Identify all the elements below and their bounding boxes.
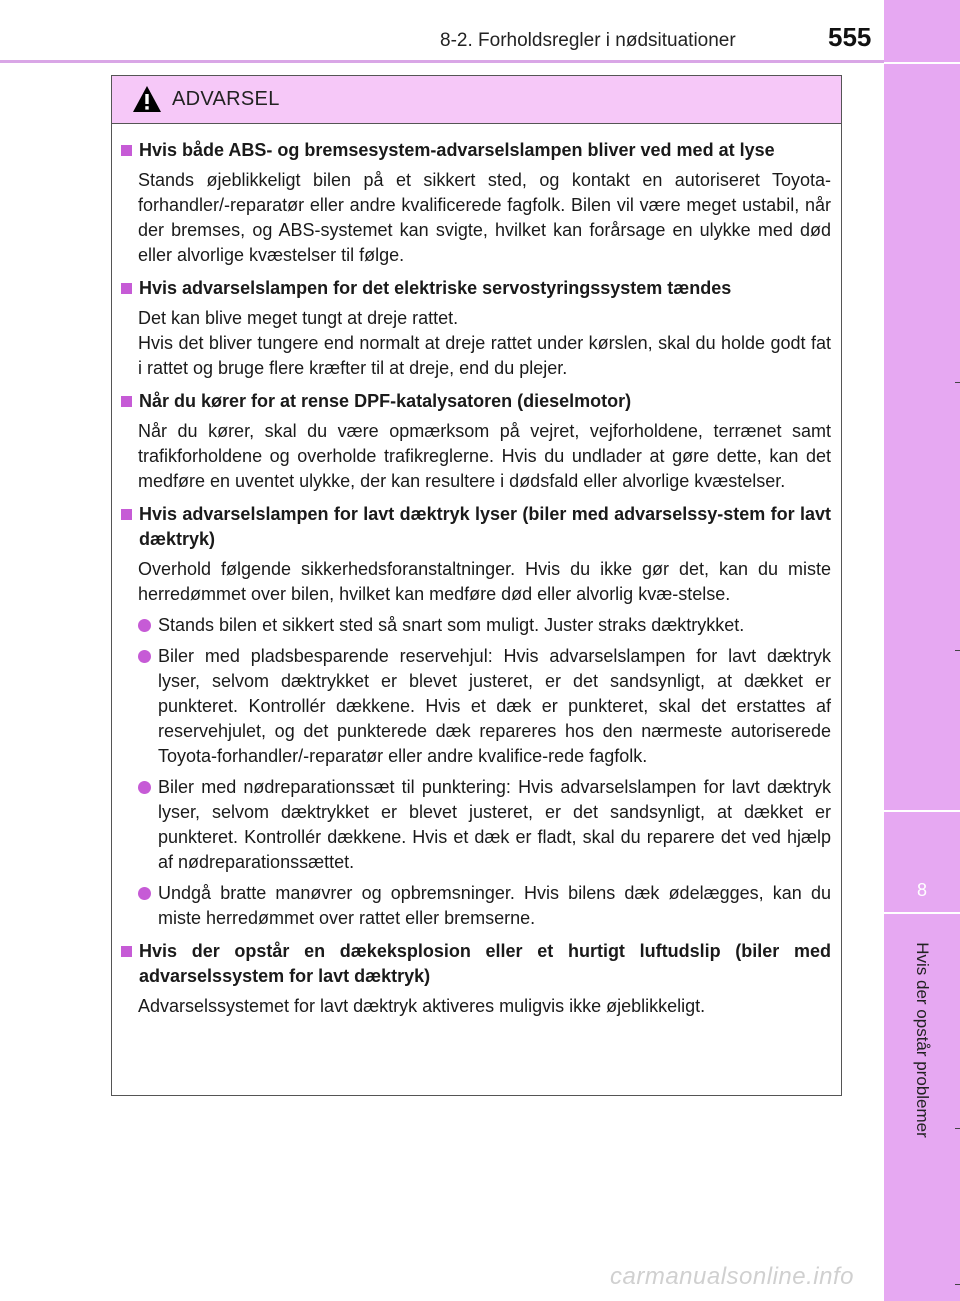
section-heading: Hvis både ABS- og bremsesystem-advarselslampen bliver ved med at lyse — [121, 138, 831, 163]
square-bullet-icon — [121, 283, 132, 294]
warning-section — [121, 138, 831, 268]
paragraph: Advarselssystemet for lavt dæktryk aktiveres muligvis ikke øjeblikkeligt. — [138, 996, 706, 1016]
tab-separator — [884, 62, 960, 64]
tab-separator — [884, 810, 960, 812]
crop-mark — [955, 650, 960, 651]
chapter-side-tab — [884, 0, 960, 1301]
warning-body — [112, 124, 841, 1019]
watermark[interactable]: carmanualsonline.info — [610, 1263, 854, 1290]
round-bullet-icon — [138, 650, 151, 663]
section-heading: Hvis der opstår en dækeksplosion eller et hurtigt luftudslip (biler med advarselssystem for lavt dæktryk) — [121, 939, 831, 989]
warning-triangle-icon — [132, 84, 162, 114]
header-rule — [0, 60, 884, 63]
crop-mark — [955, 382, 960, 383]
round-bullet-icon — [138, 887, 151, 900]
warning-box — [111, 75, 842, 1096]
warning-section — [121, 939, 831, 1019]
square-bullet-icon — [121, 509, 132, 520]
section-heading: Når du kører for at rense DPF-katalysatoren (dieselmotor) — [121, 389, 831, 414]
chapter-number: 8 — [916, 880, 927, 900]
square-bullet-icon — [121, 145, 132, 156]
round-bullet-icon — [138, 781, 151, 794]
list-item: Stands bilen et sikkert sted så snart som muligt. Juster straks dæktrykket. — [138, 613, 831, 638]
paragraph: Stands øjeblikkeligt bilen på et sikkert sted, og kontakt en autoriseret Toyota-forhandler/-reparatør eller andre kvalificerede fagfolk. Bilen vil være meget ustabil, når der bremses, og ABS-systemet kan svigte, hvilket kan forårsage en ulykke med død eller alvorlige kvæstelser til følge. — [138, 170, 831, 265]
list-item: Undgå bratte manøvrer og opbremsninger. Hvis bilens dæk ødelægges, kan du miste herredømmet over rattet eller bremserne. — [138, 881, 831, 931]
section-heading: Hvis advarselslampen for det elektriske servostyringssystem tændes — [121, 276, 831, 301]
crop-mark — [955, 1128, 960, 1129]
paragraph: Når du kører, skal du være opmærksom på vejret, vejforholdene, terrænet samt trafikforholdene og overholde trafikreglerne. Hvis du undlader at gøre dette, kan det medføre en uventet ulykke, der kan resultere i dødsfald eller alvorlige kvæstelser. — [138, 421, 831, 491]
paragraph: Hvis det bliver tungere end normalt at dreje rattet under kørslen, skal du holde godt fat i rattet og bruge flere kræfter til at dreje, end du plejer. — [138, 333, 831, 378]
crop-mark — [955, 1284, 960, 1285]
warning-title: ADVARSEL — [172, 88, 280, 110]
list-item: Biler med pladsbesparende reservehjul: Hvis advarselslampen for lavt dæktryk lyser, selvom dæktrykket er blevet justeret, er det sandsynligt, at dækket er punkteret. Kontrollér dækkene. Hvis et dæk er punkteret, skal det erstattes af reservehjulet, og det punkterede dæk repareres hos den nærmeste autoriserede Toyota-forhandler/-reparatør eller andre kvalifice-rede fagfolk. — [138, 644, 831, 769]
tab-separator — [884, 912, 960, 914]
warning-section — [121, 276, 831, 381]
round-bullet-icon — [138, 619, 151, 632]
chapter-title: Hvis der opstår problemer — [913, 942, 932, 1138]
square-bullet-icon — [121, 946, 132, 957]
page-number: 555 — [828, 22, 872, 52]
section-heading: Hvis advarselslampen for lavt dæktryk lyser (biler med advarselssy-stem for lavt dæktryk) — [121, 502, 831, 552]
paragraph: Det kan blive meget tungt at dreje rattet. — [138, 308, 459, 328]
warning-section — [121, 502, 831, 931]
warning-section — [121, 389, 831, 494]
square-bullet-icon — [121, 396, 132, 407]
list-item: Biler med nødreparationssæt til punktering: Hvis advarselslampen for lavt dæktryk lyser, selvom dæktrykket er blevet justeret, er det sandsynligt, at dækket er punkteret. Kontrollér dækkene. Hvis et dæk er fladt, skal du reparere det ved hjælp af nødreparationssættet. — [138, 775, 831, 875]
section-title: 8-2. Forholdsregler i nødsituationer — [440, 30, 736, 51]
paragraph: Overhold følgende sikkerhedsforanstaltninger. Hvis du ikke gør det, kan du miste herredømmet over bilen, hvilket kan medføre død eller alvorlig kvæ-stelse. — [138, 559, 831, 604]
warning-header — [112, 76, 841, 124]
